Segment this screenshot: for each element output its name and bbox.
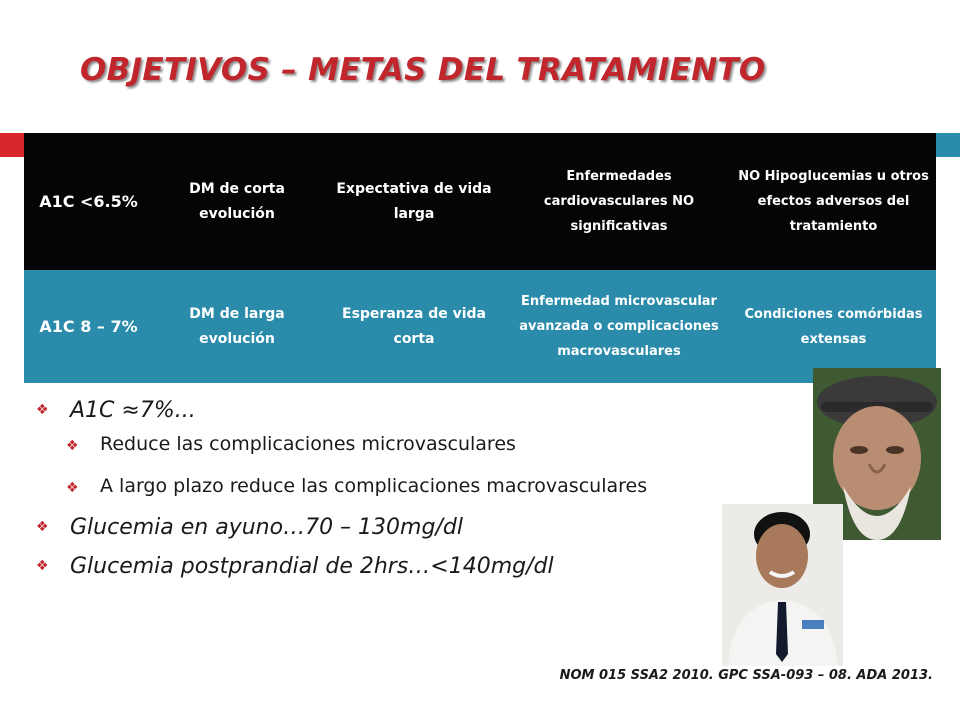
cell-long-evolution: DM de larga evolución (153, 270, 321, 383)
sub-bullet-text: Reduce las complicaciones microvasculares (100, 433, 516, 455)
young-man-illustration (722, 504, 843, 666)
bullet-text: Glucemia postprandial de 2hrs…<140mg/dl (70, 554, 554, 579)
diamond-bullet-icon: ❖ (66, 438, 79, 454)
source-citation: NOM 015 SSA2 2010. GPC SSA-093 – 08. ADA 2013. (559, 668, 933, 683)
accent-bar-right (936, 133, 960, 157)
diamond-bullet-icon: ❖ (36, 519, 49, 535)
cell-short-evolution: DM de corta evolución (153, 133, 321, 270)
sub-bullet-macro (66, 471, 736, 501)
cell-no-hypoglycemia: NO Hipoglucemias u otros efectos adversos del tratamiento (731, 133, 936, 270)
cell-short-life-expectancy: Esperanza de vida corta (321, 270, 507, 383)
bullet-fasting-glucose (36, 515, 736, 540)
bullet-text: A1C ≈7%... (70, 398, 196, 423)
diamond-bullet-icon: ❖ (36, 558, 49, 574)
cell-long-life-expectancy: Expectativa de vida larga (321, 133, 507, 270)
slide-title: OBJETIVOS – METAS DEL TRATAMIENTO (80, 52, 766, 88)
bullet-text: Glucemia en ayuno…70 – 130mg/dl (70, 515, 463, 540)
bullet-list (36, 398, 736, 579)
cell-advanced-disease: Enfermedad microvascular avanzada o complicaciones macrovasculares (507, 270, 731, 383)
sub-bullet-micro (66, 429, 736, 459)
sub-bullet-text: A largo plazo reduce las complicaciones macrovasculares (100, 475, 648, 497)
bullet-postprandial-glucose (36, 554, 736, 579)
young-man-photo (722, 504, 843, 666)
diamond-bullet-icon: ❖ (36, 402, 49, 418)
accent-bar-left (0, 133, 24, 157)
bullet-a1c (36, 398, 736, 423)
goals-table (24, 133, 936, 383)
cell-a1c-target-strict: A1C <6.5% (24, 133, 153, 270)
cell-comorbidities: Condiciones comórbidas extensas (731, 270, 936, 383)
cell-no-cv-disease: Enfermedades cardiovasculares NO significativas (507, 133, 731, 270)
diamond-bullet-icon: ❖ (66, 480, 79, 496)
cell-a1c-target-relaxed: A1C 8 – 7% (24, 270, 153, 383)
